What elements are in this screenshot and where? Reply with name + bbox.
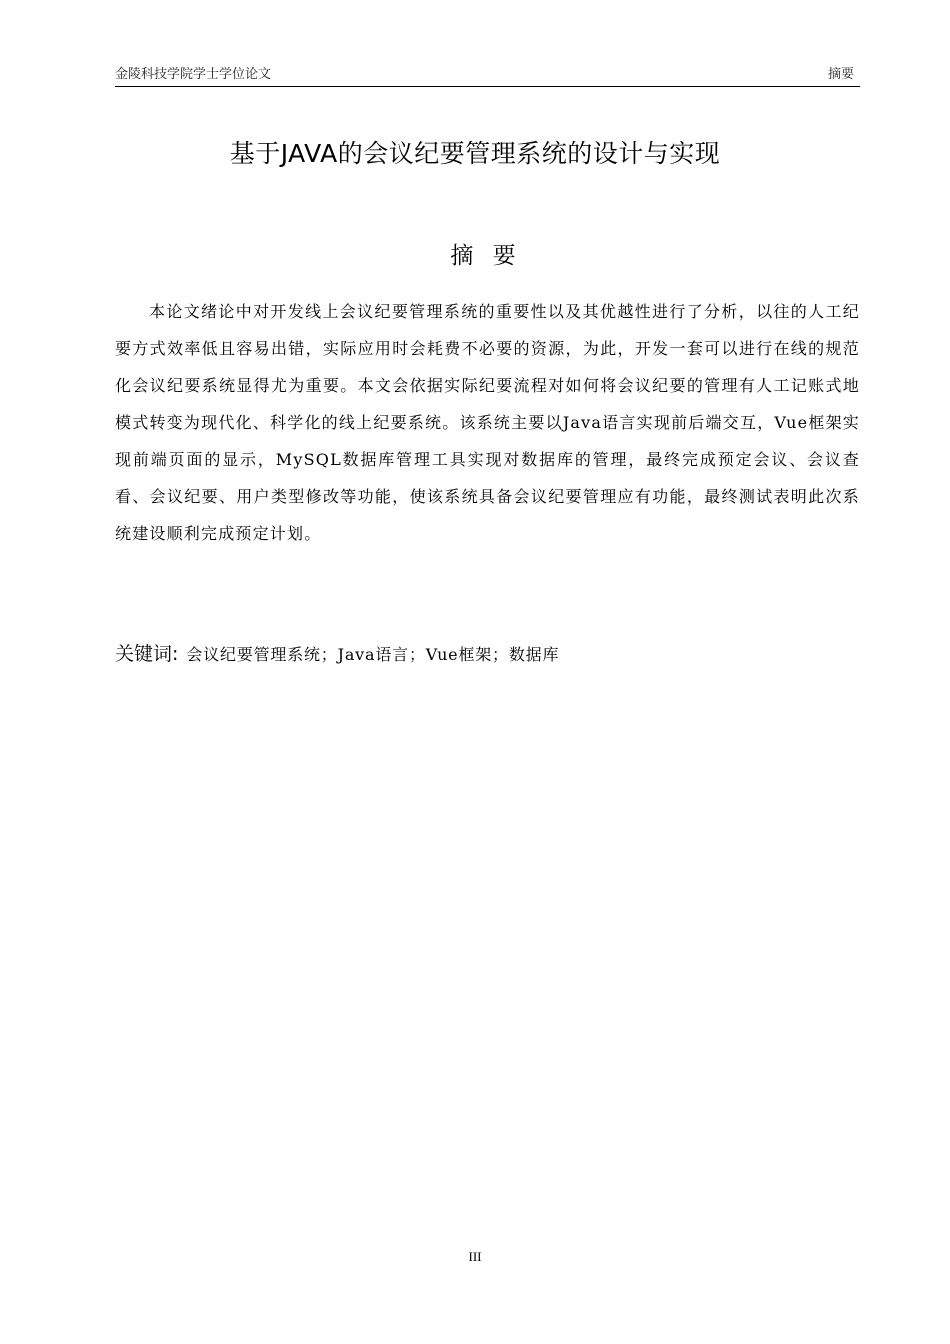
thesis-title: 基于JAVA的会议纪要管理系统的设计与实现 bbox=[229, 139, 721, 168]
abstract-heading: 摘 要 bbox=[450, 243, 522, 269]
page-number: III bbox=[468, 1249, 482, 1264]
header-section: 摘要 bbox=[827, 67, 854, 82]
header-institution: 金陵科技学院学士学位论文 bbox=[115, 67, 272, 82]
abstract-body: 本论文绪论中对开发线上会议纪要管理系统的重要性以及其优越性进行了分析，以往的人工纪要方式效率低且容易出错，实际应用时会耗费不必要的资源，为此，开发一套可以进行在线的规范化会议纪要系统显得尤为重要。本文会依据实际纪要流程对如何将会议纪要的管理有人工记账式地模式转变为现代化、科学化的线上纪要系统。该系统主要以Java语言实现前后端交互，Vue框架实现前端页面的显示，MySQL数据库管理工具实现对数据库的管理，最终完成预定会议、会议查看、会议纪要、用户类型修改等功能，使该系统具备会议纪要管理应有功能，最终测试表明此次系统建设顺利完成预定计划。 bbox=[115, 302, 860, 543]
keywords-line bbox=[115, 638, 860, 671]
keywords-text: 会议纪要管理系统；Java语言；Vue框架；数据库 bbox=[186, 645, 560, 664]
page-header bbox=[115, 66, 860, 87]
keywords-label: 关键词: bbox=[115, 643, 179, 665]
